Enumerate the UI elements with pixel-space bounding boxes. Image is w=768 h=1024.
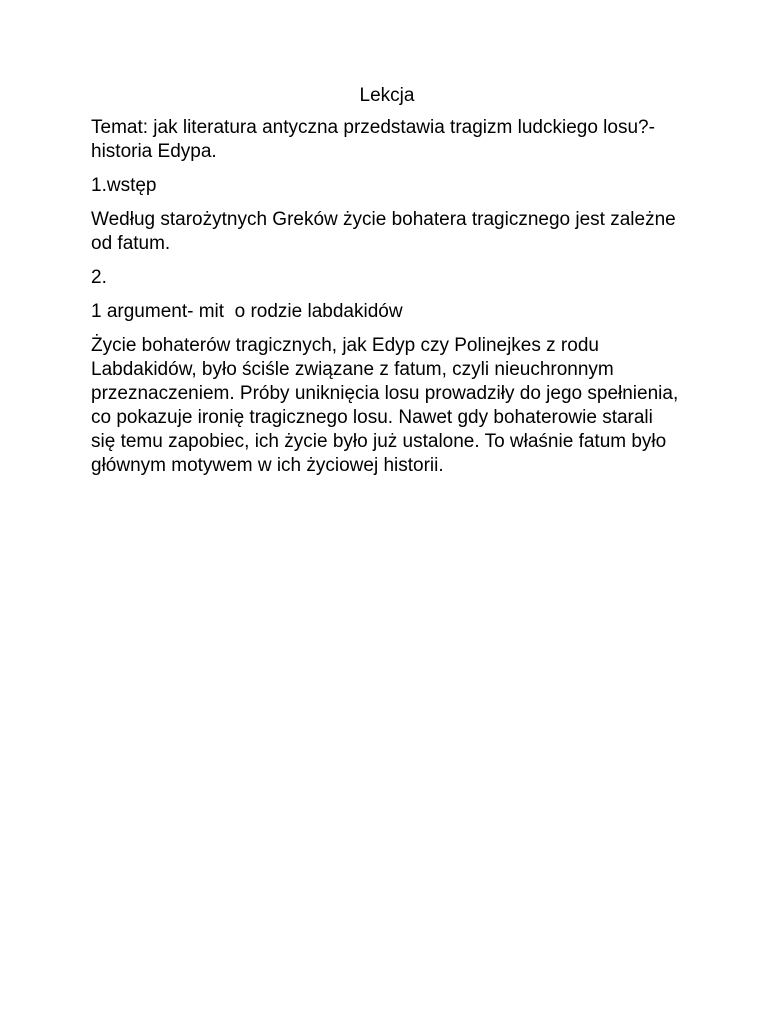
section-1-paragraph: Według starożytnych Greków życie bohatera tragicznego jest zależne od fatum. xyxy=(91,209,676,254)
section-2-heading: 2. xyxy=(91,267,107,288)
document-title: Lekcja xyxy=(359,85,415,106)
document-body xyxy=(91,84,681,488)
section-1-heading: 1.wstęp xyxy=(91,175,157,196)
topic-paragraph: Temat: jak literatura antyczna przedstawia tragizm ludckiego losu?-historia Edypa. xyxy=(91,117,655,162)
argument-1-heading: 1 argument- mit o rodzie labdakidów xyxy=(91,301,403,322)
argument-1-paragraph: Życie bohaterów tragicznych, jak Edyp czy Polinejkes z rodu Labdakidów, było ściśle związane z fatum, czyli nieuchronnym przeznaczeniem. Próby uniknięcia losu prowadziły do jego spełnienia, co pokazuje ironię tragicznego losu. Nawet gdy bohaterowie starali się temu zapobiec, ich życie było już ustalone. To właśnie fatum było głównym motywem w ich życiowej historii. xyxy=(91,335,679,476)
